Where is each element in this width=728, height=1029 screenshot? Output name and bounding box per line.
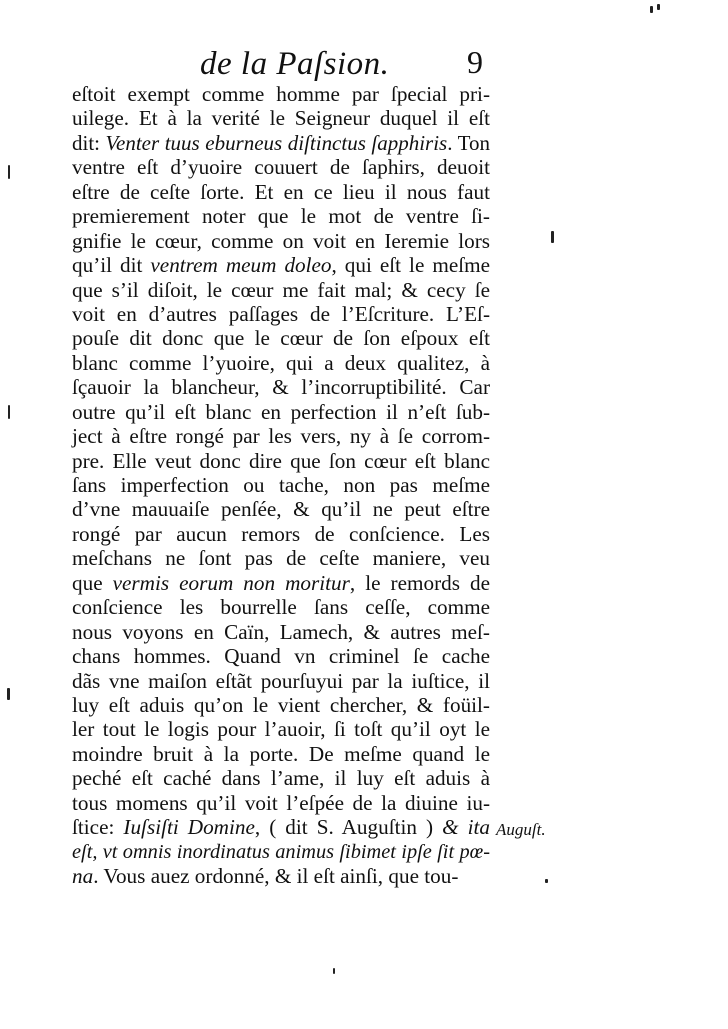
text-line [72,595,490,619]
ink-speck [7,688,10,700]
text-line [72,864,490,888]
ink-speck [545,879,548,883]
text-segment: blanc comme l’yuoire, qui a deux qualitez, à [72,350,490,375]
text-line [72,669,490,693]
text-segment: luy eſt aduis qu’on le vient chercher, & foüil- [72,692,490,717]
text-line [72,449,490,473]
text-line [72,204,490,228]
running-title: de la Paſsion. [200,46,390,82]
text-line [72,155,490,179]
text-line [72,82,490,106]
latin-quote: Venter tuus eburneus diſtinctus ſapphiris [105,130,448,155]
text-segment: premierement noter que le mot de ventre ſi- [72,204,490,229]
text-segment: dãs vne maiſon eſtãt pourſuyui par la iuſtice, il [72,668,490,693]
text-line [72,131,490,155]
text-segment: pouſe dit donc que le cœur de ſon eſpoux eſt [72,326,490,351]
ink-speck [551,231,554,243]
text-segment: tous momens qu’il voit l’eſpée de la diuine iu- [72,790,490,815]
ink-speck [8,405,10,419]
text-segment: meſchans ne ſont pas de ceſte maniere, veu [72,546,490,571]
text-segment: , ( dit S. Auguſtin ) [254,815,443,840]
latin-quote: vermis eorum non moritur [112,570,350,595]
text-line [72,717,490,741]
text-line [72,473,490,497]
text-line [72,546,490,570]
text-line [72,693,490,717]
text-segment: nous voyons en Caïn, Lamech, & autres meſ- [72,619,490,644]
text-line [72,742,490,766]
text-line [72,424,490,448]
page-header [0,42,728,86]
text-line [72,253,490,277]
latin-quote: na [72,864,94,888]
text-segment: ſçauoir la blancheur, & l’incorruptibilité. Car [72,375,490,400]
text-segment: peché eſt caché dans l’ame, il luy eſt aduis à [72,766,490,791]
text-segment: ject à eſtre rongé par les vers, ny à ſe corrom- [72,424,490,449]
text-segment: que s’il diſoit, le cœur me fait mal; & cecy ſe [72,277,490,302]
latin-quote: & ita [442,815,490,840]
text-line [72,815,490,839]
text-segment: . Vous auez ordonné, & il eſt ainſi, que tou- [93,864,459,888]
latin-quote: Iuſsiſti Domine [123,815,255,840]
text-line [72,400,490,424]
text-segment: rongé par aucun remors de conſcience. Les [72,521,490,546]
text-segment: voit en d’autres paſſages de l’Eſcriture. L’Eſ- [72,301,490,326]
text-line [72,106,490,130]
text-line [72,497,490,521]
text-line [72,302,490,326]
text-segment: d’vne mauuaiſe penſée, & qu’il ne peut eſtre [72,497,490,522]
text-segment: ventre eſt d’yuoire couuert de ſaphirs, deuoit [72,155,490,180]
margin-note: Auguſt. [496,820,546,839]
text-segment: eſtre de ceſte ſorte. Et en ce lieu il nous faut [72,179,490,204]
text-segment: outre qu’il eſt blanc en perfection il n’eſt ſub- [72,399,490,424]
text-segment: que [72,570,113,595]
text-line [72,375,490,399]
text-segment: , qui eſt le meſme [331,253,491,278]
text-segment: ſans imperfection ou tache, non pas meſme [72,473,490,497]
text-line [72,180,490,204]
text-line [72,791,490,815]
ink-speck [8,165,10,179]
text-line [72,766,490,790]
text-segment: ſtice: [72,815,124,840]
text-line [72,620,490,644]
text-line [72,278,490,302]
ink-speck [650,6,653,13]
text-segment: ler tout le logis pour l’auoir, ſi toſt qu’il oyt le [72,717,490,742]
ink-speck [333,968,335,974]
text-segment: pre. Elle veut donc dire que ſon cœur eſt blanc [72,448,490,473]
text-line [72,840,490,864]
latin-quote: ventrem meum doleo [150,253,332,278]
page-number: 9 [467,44,483,80]
text-segment: chans hommes. Quand vn criminel ſe cache [72,644,490,669]
text-line [72,644,490,668]
text-line [72,571,490,595]
text-segment: , le remords de [349,570,490,595]
ink-speck [657,4,660,10]
text-segment: moindre bruit à la porte. De meſme quand le [72,741,490,766]
text-segment: . Ton [447,130,491,155]
text-segment: qu’il dit [72,253,151,278]
text-segment: conſcience les bourrelle ſans ceſſe, comme [72,595,490,620]
body-text [72,82,490,888]
text-segment: dit: [72,130,106,155]
text-segment: uilege. Et à la verité le Seigneur duquel il eſt [72,106,490,131]
latin-quote: eſt, vt omnis inordinatus animus ſibimet ipſe ſit pœ- [72,840,490,863]
text-segment: gnifie le cœur, comme on voit en Ieremie lors [72,228,490,253]
text-line [72,229,490,253]
text-segment: eſtoit exempt comme homme par ſpecial pri- [72,82,490,106]
text-line [72,351,490,375]
text-line [72,522,490,546]
text-line [72,326,490,350]
